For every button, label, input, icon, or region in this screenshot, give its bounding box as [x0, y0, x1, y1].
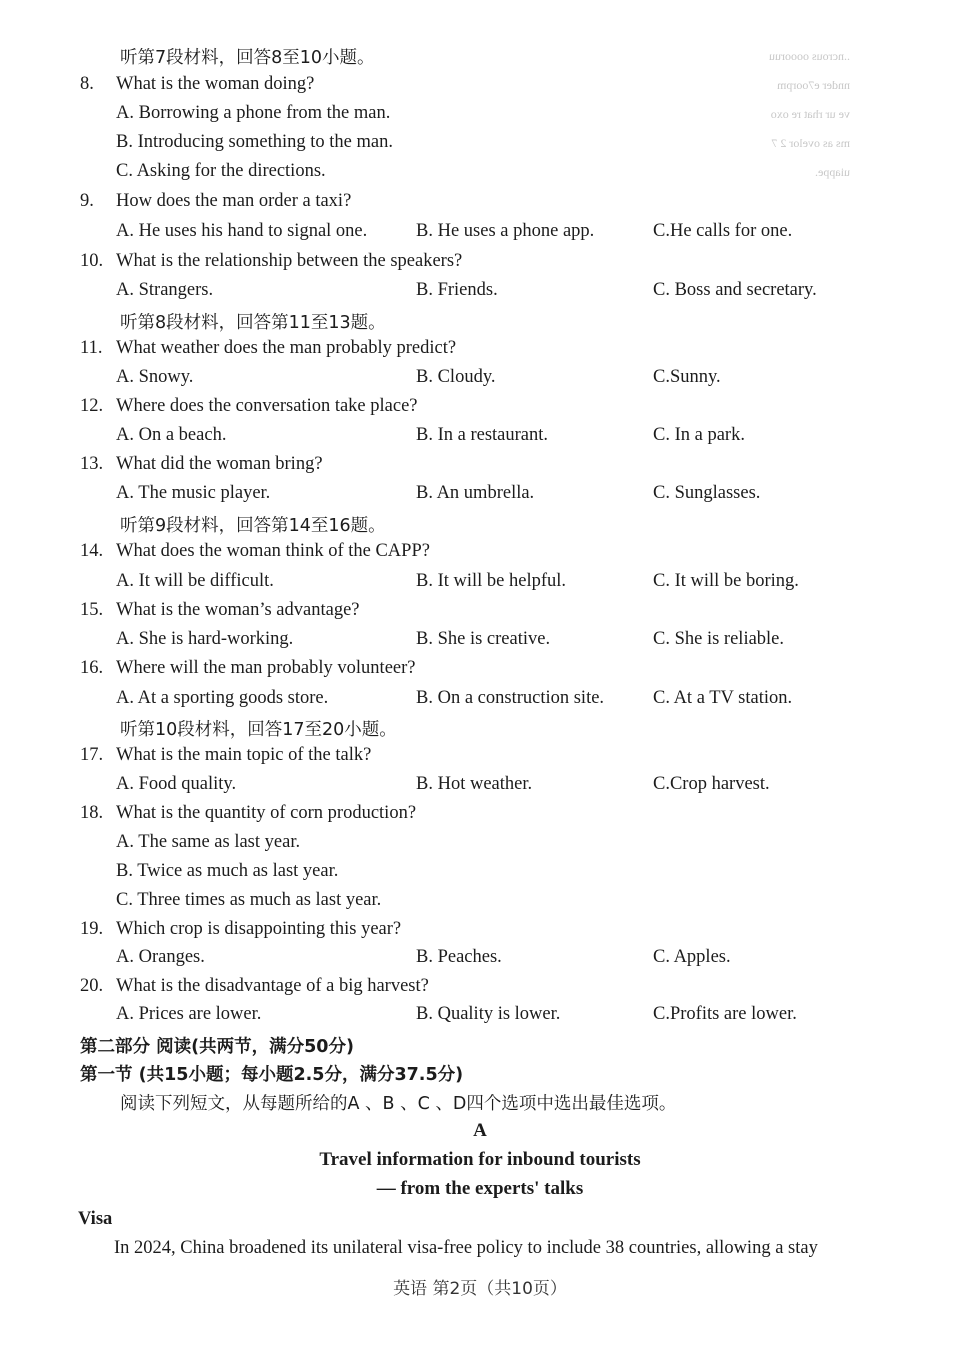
option-c: C.He calls for one.	[653, 221, 793, 241]
option-b: B. Quality is lower.	[416, 1004, 561, 1024]
option-c: C. Three times as much as last year.	[116, 890, 382, 910]
option-b: B. Cloudy.	[416, 367, 496, 387]
question-text: What weather does the man probably predict?	[116, 338, 457, 358]
question-text: How does the man order a taxi?	[116, 191, 352, 211]
option-b: B. Twice as much as last year.	[116, 861, 339, 881]
section-header: 听第9段材料，回答第14至16题。	[120, 516, 386, 536]
question-number: 15.	[80, 600, 104, 620]
option-b: B. Peaches.	[416, 947, 502, 967]
option-a: A. He uses his hand to signal one.	[116, 221, 368, 241]
bleed-through-text: ..ncrous ooooruu nnder e7oorpm ve ur rhat re oxo ms as ovelor 2 7 uiappe.	[769, 49, 850, 179]
question-text: Where will the man probably volunteer?	[116, 658, 416, 678]
option-a: A. On a beach.	[116, 425, 227, 445]
option-a: A. Borrowing a phone from the man.	[116, 103, 391, 123]
option-c: C. Boss and secretary.	[653, 280, 817, 300]
option-a: A. The music player.	[116, 483, 271, 503]
option-c: C.Profits are lower.	[653, 1004, 797, 1024]
question-text: Where does the conversation take place?	[116, 396, 418, 416]
option-c: C.Sunny.	[653, 367, 721, 387]
option-c: C. Asking for the directions.	[116, 161, 326, 181]
question-number: 13.	[80, 454, 104, 474]
section-header: 听第7段材料，回答8至10小题。	[120, 48, 375, 68]
passage-title: Travel information for inbound tourists	[319, 1149, 641, 1170]
question-number: 18.	[80, 803, 104, 823]
question-number: 20.	[80, 976, 104, 996]
option-b: B. In a restaurant.	[416, 425, 549, 445]
question-number: 9.	[80, 191, 94, 211]
passage-letter: A	[473, 1120, 487, 1141]
option-a: A. Snowy.	[116, 367, 194, 387]
option-a: A. Strangers.	[116, 280, 214, 300]
option-a: A. The same as last year.	[116, 832, 301, 852]
question-text: Which crop is disappointing this year?	[116, 919, 402, 939]
option-c: C. In a park.	[653, 425, 745, 445]
question-number: 11.	[80, 338, 103, 358]
option-b: B. It will be helpful.	[416, 571, 567, 591]
question-number: 14.	[80, 541, 104, 561]
option-b: B. On a construction site.	[416, 688, 605, 708]
passage-heading: Visa	[78, 1209, 113, 1229]
option-c: C. Apples.	[653, 947, 731, 967]
option-b: B. Introducing something to the man.	[116, 132, 393, 152]
option-b: B. An umbrella.	[416, 483, 535, 503]
question-text: What is the quantity of corn production?	[116, 803, 417, 823]
option-a: A. Oranges.	[116, 947, 205, 967]
option-b: B. Hot weather.	[416, 774, 533, 794]
question-number: 8.	[80, 74, 94, 94]
question-text: What is the woman doing?	[116, 74, 315, 94]
option-a: A. At a sporting goods store.	[116, 688, 329, 708]
option-a: A. Prices are lower.	[116, 1004, 262, 1024]
question-text: What did the woman bring?	[116, 454, 323, 474]
section-header: 听第8段材料，回答第11至13题。	[120, 313, 386, 333]
question-text: What does the woman think of the CAPP?	[116, 541, 430, 561]
page-footer: 英语 第2页（共10页）	[393, 1279, 567, 1299]
option-c: C. It will be boring.	[653, 571, 799, 591]
option-b: B. She is creative.	[416, 629, 551, 649]
option-a: A. It will be difficult.	[116, 571, 274, 591]
passage-paragraph: In 2024, China broadened its unilateral visa-free policy to include 38 countries, allowing a stay	[114, 1238, 818, 1258]
question-number: 19.	[80, 919, 104, 939]
option-a: A. Food quality.	[116, 774, 237, 794]
section-header: 听第10段材料，回答17至20小题。	[120, 720, 397, 740]
option-b: B. He uses a phone app.	[416, 221, 595, 241]
question-number: 10.	[80, 251, 104, 271]
option-c: C. Sunglasses.	[653, 483, 761, 503]
question-text: What is the main topic of the talk?	[116, 745, 372, 765]
passage-subtitle: — from the experts' talks	[376, 1178, 584, 1199]
option-c: C.Crop harvest.	[653, 774, 770, 794]
question-number: 16.	[80, 658, 104, 678]
option-a: A. She is hard-working.	[116, 629, 294, 649]
question-number: 17.	[80, 745, 104, 765]
section-title: 第一节 (共15小题；每小题2.5分，满分37.5分)	[80, 1065, 464, 1085]
instruction: 阅读下列短文，从每题所给的A 、B 、C 、D四个选项中选出最佳选项。	[120, 1094, 677, 1114]
option-c: C. She is reliable.	[653, 629, 785, 649]
option-b: B. Friends.	[416, 280, 498, 300]
option-c: C. At a TV station.	[653, 688, 793, 708]
part-title: 第二部分 阅读(共两节，满分50分)	[80, 1037, 354, 1057]
question-number: 12.	[80, 396, 104, 416]
question-text: What is the relationship between the speakers?	[116, 251, 463, 271]
question-text: What is the disadvantage of a big harvest?	[116, 976, 429, 996]
question-text: What is the woman’s advantage?	[116, 600, 360, 620]
